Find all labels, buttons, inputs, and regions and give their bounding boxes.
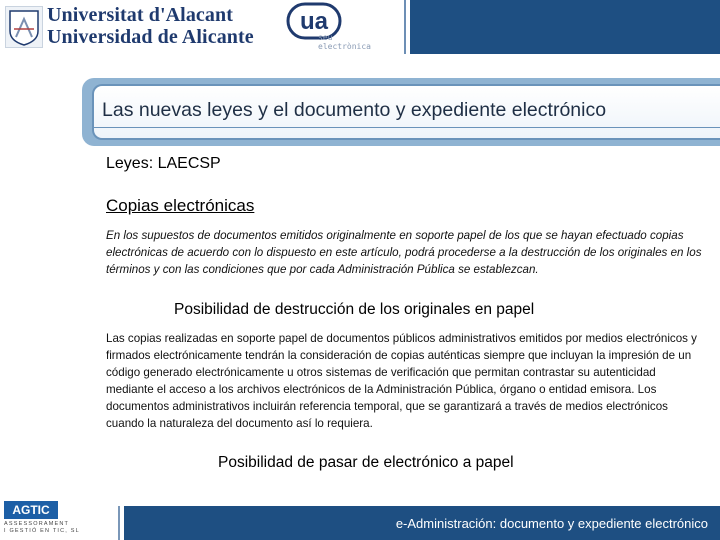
footer-text: e-Administración: documento y expediente electrónico: [395, 516, 708, 531]
header-band: [410, 0, 720, 54]
agtic-logo: AGTIC: [4, 501, 58, 519]
footer-divider: [118, 506, 120, 540]
subtitle-1: Posibilidad de destrucción de los originales en papel: [174, 301, 535, 318]
paragraph-1: En los supuestos de documentos emitidos originalmente en soporte papel de los que se hayan efectuado copias electrónicas de acuerdo con lo dispuesto en este artículo, podrá procederse a la destrucción de los originales en los términos y con las condiciones que por cada Administración Pública se establezcan.: [106, 229, 702, 276]
ua-logo-subtitle: seu electrònica: [318, 33, 371, 51]
ua-logo-mark: ua: [299, 8, 329, 35]
university-name: [47, 4, 254, 48]
section-title: Copias electrónicas: [106, 196, 255, 215]
header: [0, 0, 720, 54]
agtic-subtitle: [4, 521, 80, 535]
paragraph-2: Las copias realizadas en soporte papel de documentos públicos administrativos emitidos por medios electrónicos y firmados electrónicamente tendrán la consideración de copias auténticas siempre que incluyan la impresión de un código generado electrónicamente u otros sistemas de verificación que permitan contrastar su autenticidad mediante el acceso a los archivos electrónicos de la Administración Pública, órgano o entidad emisora. Los documentos administrativos incluirán referencia temporal, que se garantizará a través de medios electrónicos cuando la naturaleza del documento así lo requiera.: [106, 332, 697, 430]
laws-label: Leyes: LAECSP: [106, 155, 221, 172]
title-underline: [94, 127, 720, 128]
agtic-subtitle-line1: ASSESSORAMENT: [4, 521, 70, 527]
agtic-subtitle-line2: I GESTIÓ EN TIC, SL: [4, 528, 80, 534]
subtitle-2: Posibilidad de pasar de electrónico a papel: [218, 454, 514, 471]
slide-title: Las nuevas leyes y el documento y expediente electrónico: [102, 99, 607, 121]
university-name-line2: Universidad de Alicante: [47, 26, 254, 48]
header-divider: [404, 0, 406, 54]
university-crest-icon: [5, 6, 43, 48]
university-name-line1: Universitat d'Alacant: [47, 4, 233, 26]
